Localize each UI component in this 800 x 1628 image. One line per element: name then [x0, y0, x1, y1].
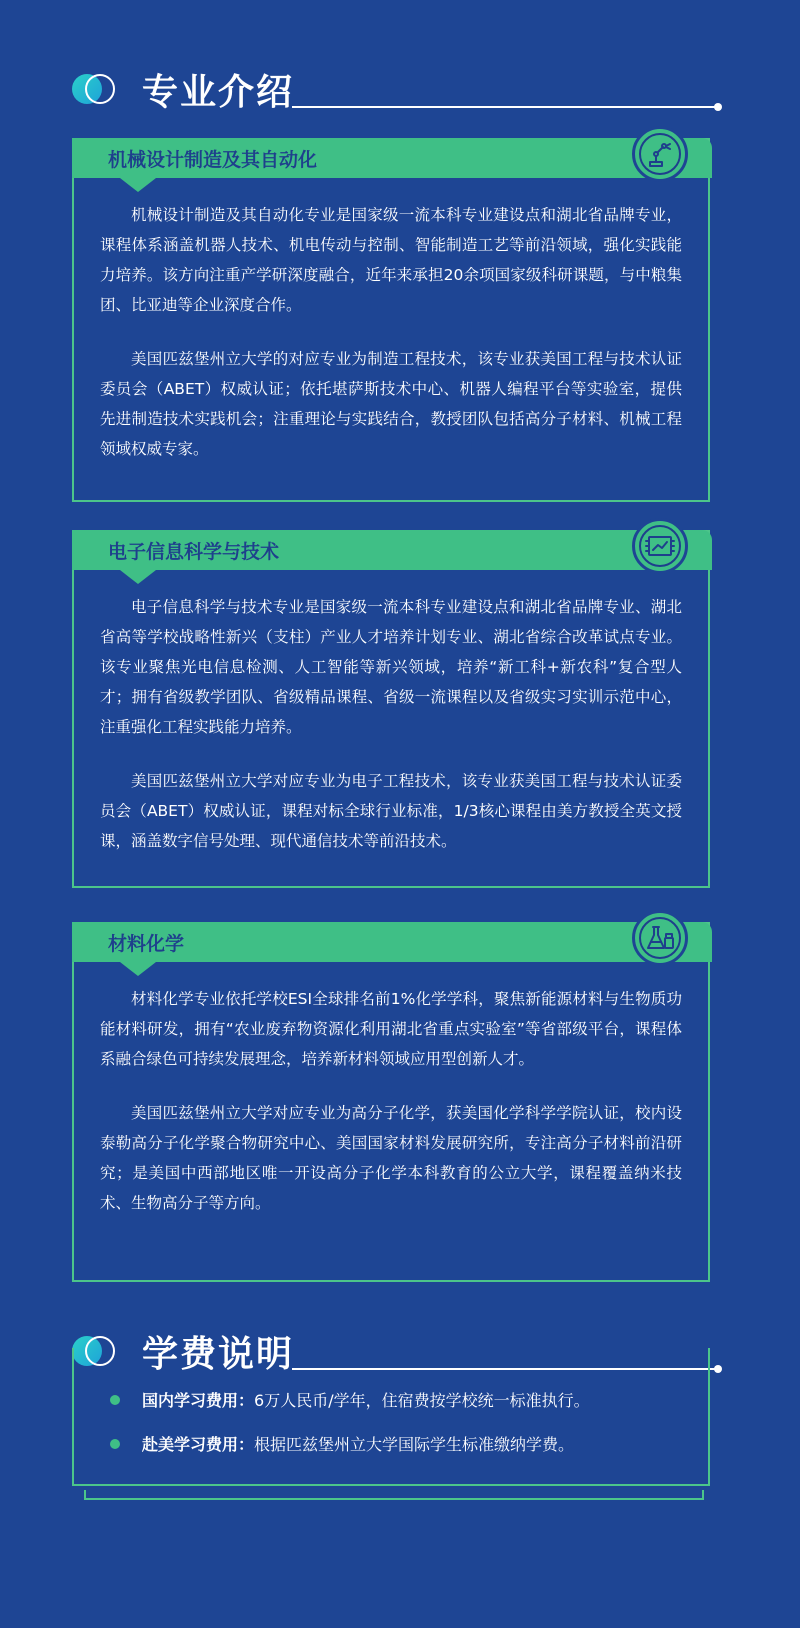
bullet-icon — [110, 1395, 120, 1405]
section-circles-icon — [72, 74, 114, 104]
section-divider — [292, 106, 716, 108]
fee-box-shadow — [84, 1490, 704, 1500]
section-header-intro — [72, 60, 722, 120]
major-title: 机械设计制造及其自动化 — [108, 149, 318, 171]
major-paragraph: 美国匹兹堡州立大学的对应专业为制造工程技术，该专业获美国工程与技术认证委员会（ABET）权威认证；依托堪萨斯技术中心、机器人编程平台等实验室，提供先进制造技术实践机会；注重理论与实践结合，教授团队包括高分子材料、机械工程领域权威专家。 — [100, 350, 682, 458]
robot-arm-icon — [632, 126, 688, 182]
major-description — [100, 984, 682, 1242]
major-card-tab — [72, 138, 712, 178]
section-divider-dot — [714, 103, 722, 111]
fee-label: 国内学习费用： — [142, 1391, 255, 1410]
major-title: 电子信息科学与技术 — [108, 541, 280, 563]
major-paragraph: 机械设计制造及其自动化专业是国家级一流本科专业建设点和湖北省品牌专业，课程体系涵盖机器人技术、机电传动与控制、智能制造工艺等前沿领域，强化实践能力培养。该方向注重产学研深度融合，近年来承担20余项国家级科研课题，与中粮集团、比亚迪等企业深度合作。 — [100, 206, 682, 314]
bullet-icon — [110, 1439, 120, 1449]
fee-value: 6万人民币/学年，住宿费按学校统一标准执行。 — [254, 1391, 590, 1410]
major-description — [100, 592, 682, 880]
major-paragraph: 美国匹兹堡州立大学对应专业为高分子化学，获美国化学科学学院认证，校内设泰勒高分子化学聚合物研究中心、美国国家材料发展研究所，专注高分子材料前沿研究；是美国中西部地区唯一开设高分子化学本科教育的公立大学，课程覆盖纳米技术、生物高分子等方向。 — [100, 1104, 682, 1212]
major-paragraph: 材料化学专业依托学校ESI全球排名前1%化学学科，聚焦新能源材料与生物质功能材料研发，拥有“农业废弃物资源化利用湖北省重点实验室”等省部级平台，课程体系融合绿色可持续发展理念，培养新材料领域应用型创新人才。 — [100, 990, 682, 1068]
major-paragraph: 美国匹兹堡州立大学对应专业为电子工程技术，该专业获美国工程与技术认证委员会（ABET）权威认证，课程对标全球行业标准，1/3核心课程由美方教授全英文授课，涵盖数字信号处理、现代通信技术等前沿技术。 — [100, 772, 682, 850]
major-description — [100, 200, 682, 488]
section-title-intro: 专业介绍 — [142, 72, 295, 113]
major-card-tab — [72, 530, 712, 570]
major-card-tab — [72, 922, 712, 962]
fee-item-abroad — [110, 1432, 574, 1455]
fee-label: 赴美学习费用： — [142, 1435, 255, 1454]
major-card-electronics — [72, 530, 710, 888]
fee-item-domestic — [110, 1388, 590, 1411]
major-paragraph: 电子信息科学与技术专业是国家级一流本科专业建设点和湖北省品牌专业、湖北省高等学校战略性新兴（支柱）产业人才培养计划专业、湖北省综合改革试点专业。该专业聚焦光电信息检测、人工智能等新兴领域，培养“新工科+新农科”复合型人才；拥有省级教学团队、省级精品课程、省级一流课程以及省级实习实训示范中心，注重强化工程实践能力培养。 — [100, 598, 682, 736]
fee-value: 根据匹兹堡州立大学国际学生标准缴纳学费。 — [254, 1435, 575, 1454]
fee-box — [72, 1348, 710, 1486]
major-card-materials — [72, 922, 710, 1282]
section-title-fees: 学费说明 — [142, 1334, 295, 1375]
circuit-board-icon — [632, 518, 688, 574]
lab-flask-icon — [632, 910, 688, 966]
section-divider-dot — [714, 1365, 722, 1373]
major-card-mechanical — [72, 138, 710, 502]
major-title: 材料化学 — [108, 933, 185, 955]
